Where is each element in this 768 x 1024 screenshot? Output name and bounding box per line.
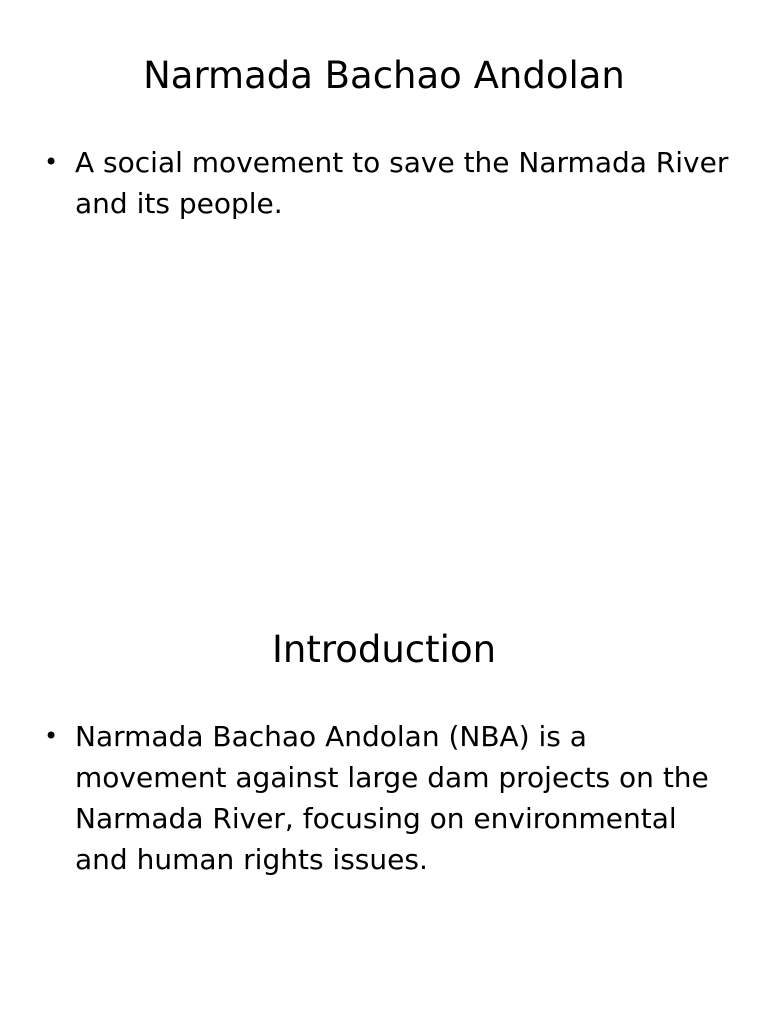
- bullet-item: [44, 142, 734, 224]
- bullet-list: [44, 716, 734, 880]
- bullet-list: [44, 142, 734, 224]
- bullet-item: [44, 716, 734, 880]
- slide-title: Introduction: [271, 628, 497, 671]
- slide-introduction: [0, 576, 768, 1024]
- bullet-icon: •: [44, 722, 59, 750]
- bullet-icon: •: [44, 148, 59, 176]
- bullet-text: A social movement to save the Narmada River and its people.: [75, 146, 729, 220]
- slide-title: Narmada Bachao Andolan: [143, 54, 625, 97]
- bullet-text: Narmada Bachao Andolan (NBA) is a movement against large dam projects on the Narmada River, focusing on environmental and human rights issues.: [75, 720, 709, 876]
